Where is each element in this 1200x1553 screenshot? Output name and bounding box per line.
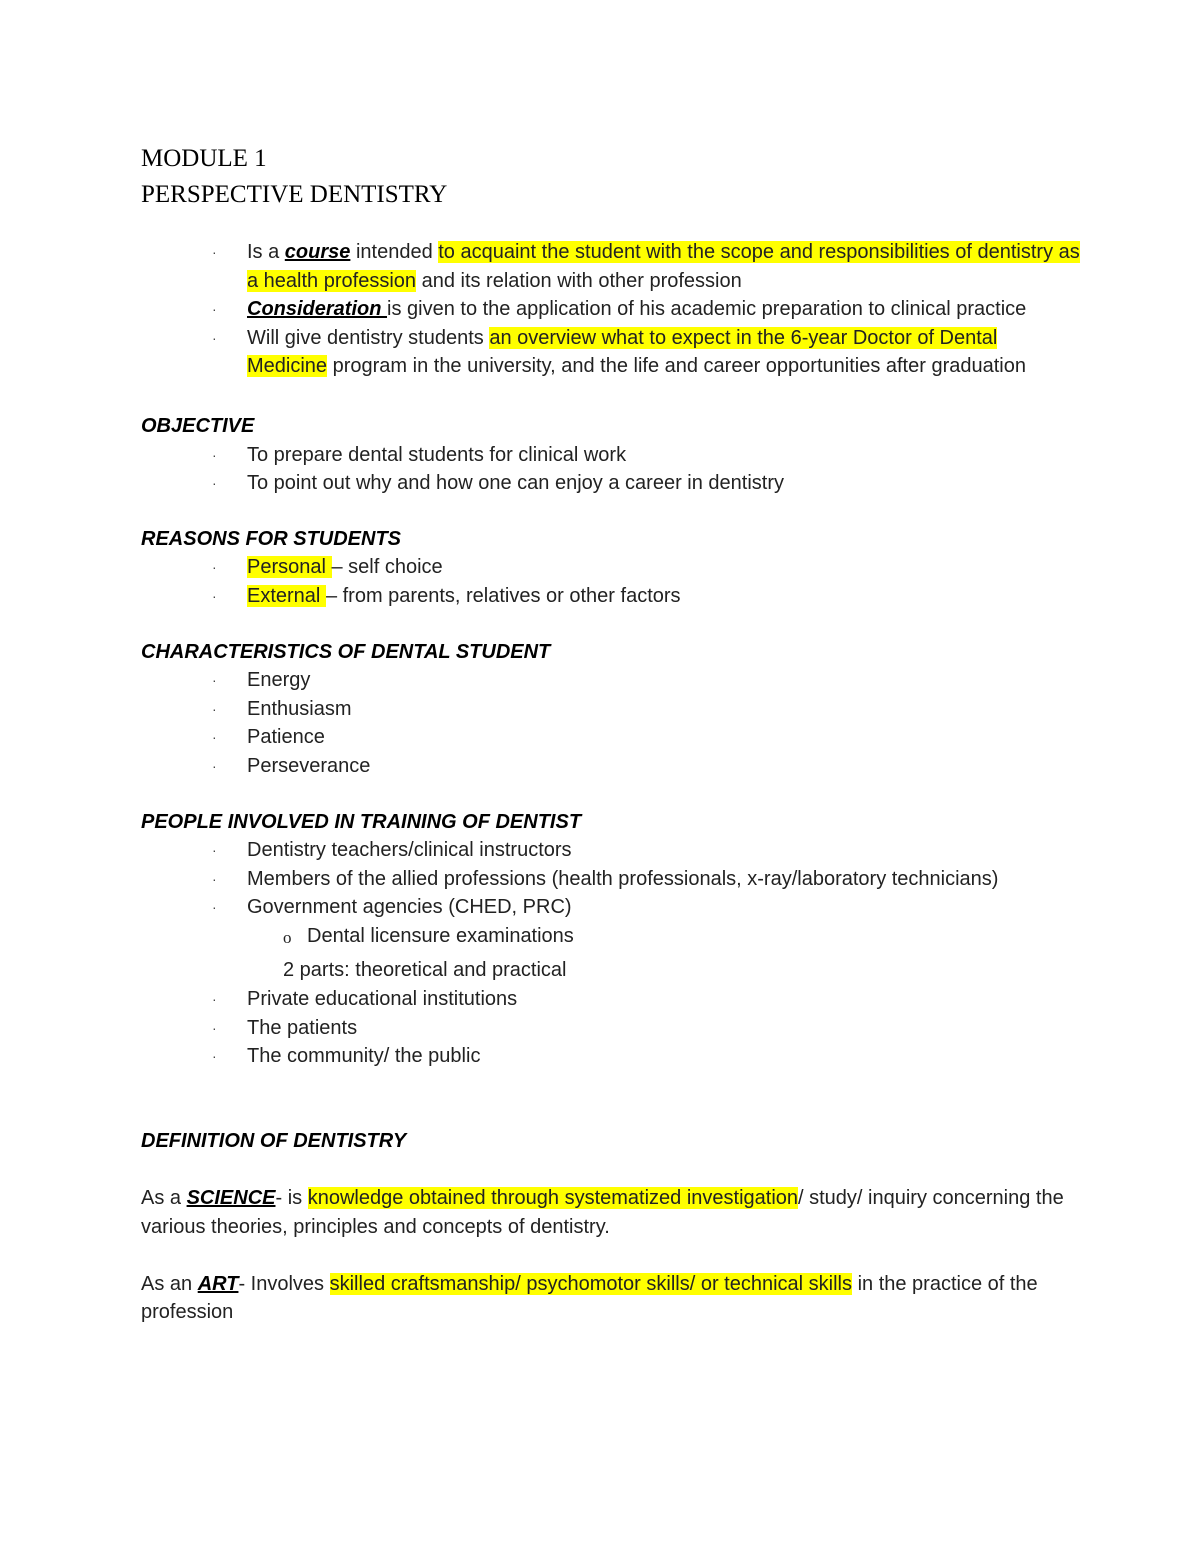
- sub-note: 2 parts: theoretical and practical: [283, 959, 567, 982]
- list-item-text: To point out why and how one can enjoy a career in dentistry: [247, 472, 784, 495]
- bullet-icon: ·: [212, 301, 217, 318]
- bullet-icon: ·: [212, 700, 217, 717]
- highlighted-text: Personal: [247, 556, 332, 579]
- intro-text: is given to the application of his academic preparation to clinical practice: [387, 298, 1027, 321]
- science-paragraph: [141, 1184, 1081, 1241]
- list-item: [141, 666, 1081, 695]
- reasons-list: [141, 553, 1081, 610]
- list-item: [141, 582, 1081, 611]
- keyword-consideration: Consideration: [247, 298, 388, 321]
- list-item-text: – self choice: [331, 556, 443, 579]
- characteristics-heading: CHARACTERISTICS OF DENTAL STUDENT: [141, 640, 551, 663]
- bullet-icon: ·: [212, 244, 217, 260]
- art-paragraph: [141, 1270, 1081, 1327]
- list-item-text: To prepare dental students for clinical work: [247, 443, 627, 466]
- list-item: [141, 553, 1081, 582]
- bullet-icon: ·: [212, 1048, 217, 1065]
- highlighted-text: skilled craftsmanship/ psychomotor skills/ or technical skills: [329, 1272, 853, 1295]
- intro-item: [141, 295, 1081, 324]
- list-item-text: Government agencies (CHED, PRC): [247, 896, 572, 919]
- definition-heading: DEFINITION OF DENTISTRY: [141, 1129, 407, 1152]
- bullet-icon: ·: [212, 757, 217, 774]
- list-item-text: Enthusiasm: [247, 697, 352, 720]
- bullet-icon: ·: [212, 329, 217, 346]
- bullet-icon: ·: [212, 1019, 217, 1036]
- bullet-icon: ·: [212, 475, 217, 492]
- highlighted-text: External: [247, 584, 326, 607]
- paragraph-text: - is: [275, 1187, 308, 1210]
- intro-item: [141, 324, 1081, 381]
- characteristics-list: [141, 666, 1081, 780]
- list-item: [141, 1014, 1081, 1043]
- document-content: [141, 141, 1081, 1327]
- intro-text: program in the university, and the life and career opportunities after graduation: [327, 355, 1026, 378]
- paragraph-text: As an: [141, 1272, 198, 1295]
- objective-list: [141, 441, 1081, 498]
- list-item-text: Dental licensure examinations: [307, 924, 574, 947]
- list-item: [141, 893, 1081, 922]
- bullet-icon: ·: [212, 446, 217, 463]
- keyword-art: ART: [197, 1272, 239, 1295]
- list-item: [141, 723, 1081, 752]
- list-item: [141, 469, 1081, 498]
- list-item-text: Dentistry teachers/clinical instructors: [247, 839, 572, 862]
- keyword-science: SCIENCE: [186, 1187, 276, 1210]
- highlighted-text: to acquaint the student with the scope and responsibilities of dentistry as a health profession: [247, 241, 1080, 292]
- bullet-icon: ·: [212, 870, 217, 887]
- intro-list: [141, 238, 1081, 381]
- paragraph-text: As a: [141, 1187, 187, 1210]
- paragraph-text: / study/ inquiry concerning the various theories, principles and concepts of dentistry.: [141, 1187, 1064, 1239]
- intro-text: Is a: [247, 241, 285, 263]
- people-list-continued: [141, 985, 1081, 1071]
- people-list: [141, 836, 1081, 922]
- list-item-text: The community/ the public: [247, 1045, 481, 1068]
- objective-heading: OBJECTIVE: [141, 414, 255, 437]
- intro-text: Will give dentistry students: [247, 326, 490, 349]
- intro-item: [141, 238, 1081, 295]
- bullet-icon: ·: [212, 991, 217, 1008]
- bullet-icon: ·: [212, 587, 217, 604]
- list-item-text: Private educational institutions: [247, 988, 518, 1011]
- list-item: [141, 836, 1081, 865]
- bullet-icon: ·: [212, 899, 217, 916]
- paragraph-text: in the practice of the profession: [141, 1272, 1038, 1324]
- list-item-text: Perseverance: [247, 754, 371, 777]
- bullet-icon: ·: [212, 842, 217, 859]
- module-label: MODULE 1: [141, 145, 267, 172]
- list-item-text: Patience: [247, 726, 325, 749]
- list-item-text: The patients: [247, 1016, 358, 1039]
- highlighted-text: an overview what to expect in the 6-year Doctor of Dental Medicine: [247, 326, 998, 378]
- highlighted-text: knowledge obtained through systematized investigation: [307, 1187, 799, 1210]
- list-item: [141, 865, 1081, 894]
- list-item-text: – from parents, relatives or other factors: [325, 584, 681, 607]
- bullet-icon: ·: [212, 729, 217, 746]
- list-item-text: Members of the allied professions (health professionals, x-ray/laboratory technicians): [247, 867, 999, 890]
- bullet-icon: ·: [212, 559, 217, 576]
- list-item: [141, 695, 1081, 724]
- sub-list-item: [141, 922, 1081, 951]
- list-item: [141, 441, 1081, 470]
- reasons-heading: REASONS FOR STUDENTS: [141, 527, 402, 550]
- keyword-course: course: [284, 241, 351, 263]
- intro-text: intended: [350, 241, 439, 263]
- list-item: [141, 985, 1081, 1014]
- list-item: [141, 752, 1081, 781]
- people-heading: PEOPLE INVOLVED IN TRAINING OF DENTIST: [141, 810, 582, 833]
- circle-bullet-icon: o: [283, 927, 292, 947]
- course-title: PERSPECTIVE DENTISTRY: [141, 181, 448, 208]
- intro-text: and its relation with other profession: [416, 269, 742, 292]
- bullet-icon: ·: [212, 672, 217, 689]
- list-item: [141, 1042, 1081, 1071]
- paragraph-text: - Involves: [238, 1272, 330, 1295]
- list-item-text: Energy: [247, 669, 311, 692]
